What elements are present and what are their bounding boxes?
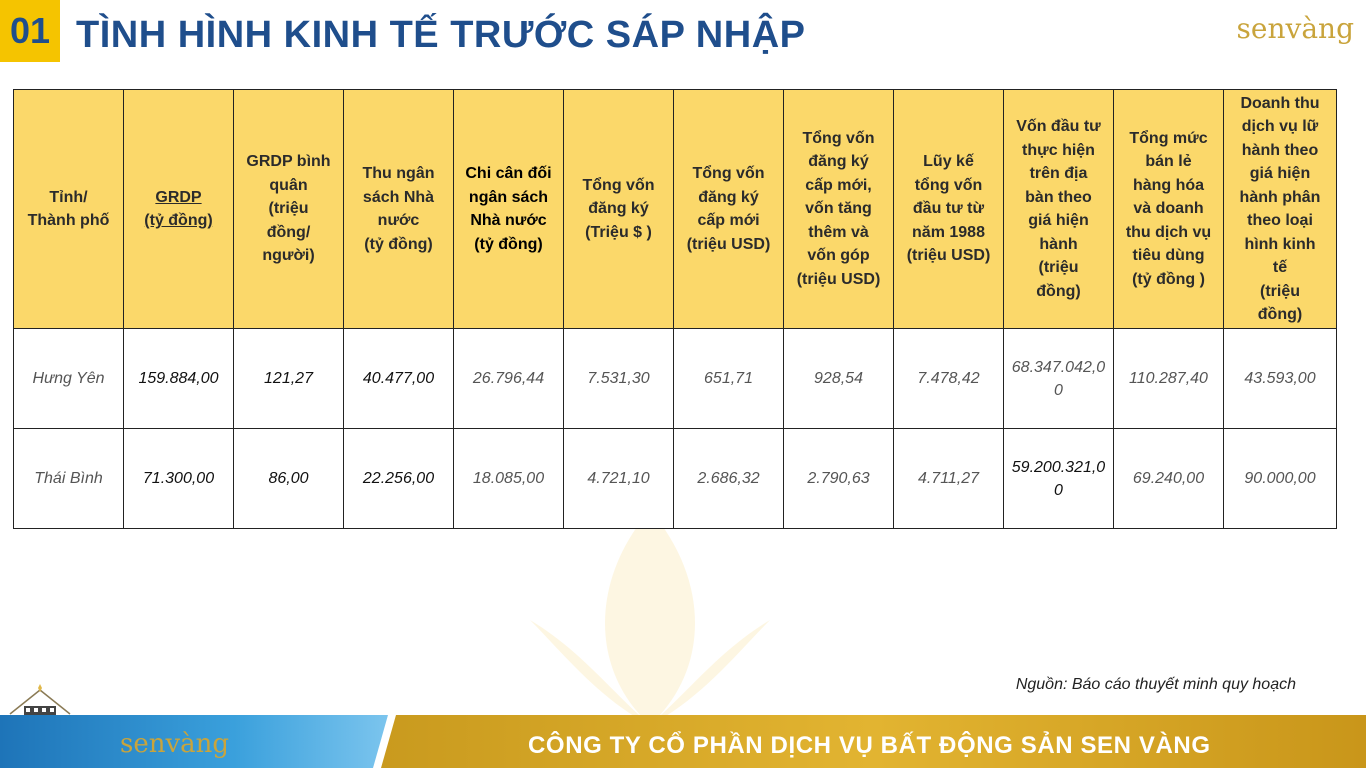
table-cell: 7.531,30 xyxy=(564,329,674,429)
table-cell: 22.256,00 xyxy=(344,429,454,529)
column-header: Tổng vốn đăng ký cấp mới (triệu USD) xyxy=(674,90,784,329)
table-header-row xyxy=(14,90,1337,329)
table-cell: 928,54 xyxy=(784,329,894,429)
table-cell: 68.347.042,00 xyxy=(1004,329,1114,429)
table-cell: Hưng Yên xyxy=(14,329,124,429)
table-cell: 59.200.321,00 xyxy=(1004,429,1114,529)
table-cell: 651,71 xyxy=(674,329,784,429)
page-title: TÌNH HÌNH KINH TẾ TRƯỚC SÁP NHẬP xyxy=(76,14,806,56)
table-cell: Thái Bình xyxy=(14,429,124,529)
column-header: Vốn đầu tư thực hiện trên địa bàn theo giá hiện hành (triệu đồng) xyxy=(1004,90,1114,329)
table-cell: 71.300,00 xyxy=(124,429,234,529)
table-cell: 2.686,32 xyxy=(674,429,784,529)
brand-logo: senvàng xyxy=(1236,12,1354,45)
footer-logo: senvàng xyxy=(120,729,230,759)
table-cell: 90.000,00 xyxy=(1224,429,1337,529)
lotus-watermark-icon xyxy=(470,500,830,730)
table-row xyxy=(14,329,1337,429)
column-header: Chi cân đối ngân sách Nhà nước (tỷ đồng) xyxy=(454,90,564,329)
column-header: GRDP (tỷ đồng) xyxy=(124,90,234,329)
table-cell: 40.477,00 xyxy=(344,329,454,429)
table-cell: 86,00 xyxy=(234,429,344,529)
column-header: Lũy kế tổng vốn đầu tư từ năm 1988 (triệu USD) xyxy=(894,90,1004,329)
table-cell: 26.796,44 xyxy=(454,329,564,429)
table-cell: 43.593,00 xyxy=(1224,329,1337,429)
column-header: GRDP bình quân (triệu đồng/ người) xyxy=(234,90,344,329)
qr-code-icon xyxy=(6,684,74,716)
table-cell: 110.287,40 xyxy=(1114,329,1224,429)
table-cell: 18.085,00 xyxy=(454,429,564,529)
source-note: Nguồn: Báo cáo thuyết minh quy hoạch xyxy=(1015,676,1296,693)
section-number: 01 xyxy=(0,0,60,62)
company-name: CÔNG TY CỔ PHẦN DỊCH VỤ BẤT ĐỘNG SẢN SEN VÀNG xyxy=(528,732,1211,759)
economy-table xyxy=(13,89,1337,529)
table-cell: 121,27 xyxy=(234,329,344,429)
table-cell: 69.240,00 xyxy=(1114,429,1224,529)
column-header: Tổng mức bán lẻ hàng hóa và doanh thu dịch vụ tiêu dùng (tỷ đồng ) xyxy=(1114,90,1224,329)
table-cell: 159.884,00 xyxy=(124,329,234,429)
table-cell: 2.790,63 xyxy=(784,429,894,529)
table-cell: 4.721,10 xyxy=(564,429,674,529)
table-row xyxy=(14,429,1337,529)
column-header: Tổng vốn đăng ký cấp mới, vốn tăng thêm và vốn góp (triệu USD) xyxy=(784,90,894,329)
table-cell: 4.711,27 xyxy=(894,429,1004,529)
table-cell: 7.478,42 xyxy=(894,329,1004,429)
column-header: Doanh thu dịch vụ lữ hành theo giá hiện hành phân theo loại hình kinh tế (triệu đồng) xyxy=(1224,90,1337,329)
column-header: Tỉnh/ Thành phố xyxy=(14,90,124,329)
column-header: Thu ngân sách Nhà nước (tỷ đồng) xyxy=(344,90,454,329)
column-header: Tổng vốn đăng ký (Triệu $ ) xyxy=(564,90,674,329)
